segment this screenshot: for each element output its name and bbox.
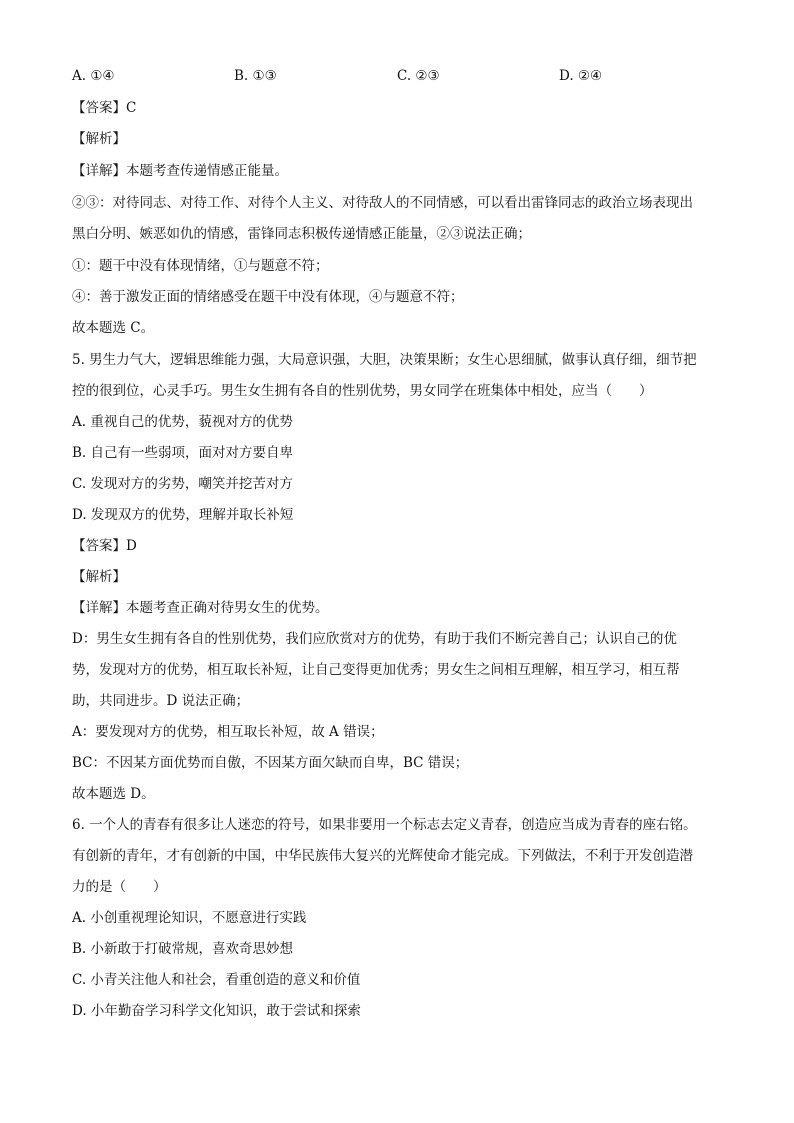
q5-option-a: A. 重视自己的优势，藐视对方的优势: [72, 414, 293, 430]
q6-stem-line: 力的是（ ）: [72, 879, 167, 895]
q5-explanation-line: A：要发现对方的优势，相互取长补短，故 A 错误；: [72, 724, 384, 740]
q5-option-c: C. 发现对方的劣势，嘲笑并挖苦对方: [72, 476, 293, 492]
q4-explanation-line: 【详解】本题考查传递情感正能量。: [72, 163, 288, 179]
q5-explanation-line: 助，共同进步。D 说法正确；: [72, 693, 250, 709]
q4-options-row: [72, 66, 732, 86]
q5-answer: 【答案】D: [72, 538, 137, 554]
q4-explanation-line: ④：善于激发正面的情绪感受在题干中没有体现，④与题意不符；: [72, 289, 464, 305]
q4-option-b: B. ①③: [234, 68, 277, 84]
q4-answer: 【答案】C: [72, 100, 137, 116]
q5-stem-line: 控的很到位，心灵手巧。男生女生拥有各自的性别优势，男女同学在班集体中相处，应当（ ）: [72, 383, 653, 399]
q6-option-b: B. 小新敢于打破常规，喜欢奇思妙想: [72, 941, 294, 957]
q5-conclusion: 故本题选 D。: [72, 786, 155, 802]
q5-stem-line: 5. 男生力气大，逻辑思维能力强，大局意识强，大胆，决策果断；女生心思细腻，做事认真仔细，细节把: [72, 352, 697, 368]
q6-option-d: D. 小年勤奋学习科学文化知识，敢于尝试和探索: [72, 1003, 361, 1019]
q5-option-d: D. 发现双方的优势，理解并取长补短: [72, 507, 294, 523]
q5-option-b: B. 自己有一些弱项，面对对方要自卑: [72, 445, 294, 461]
q4-explanation-line: ①：题干中没有体现情绪，①与题意不符；: [72, 258, 329, 274]
q5-explanation-line: D：男生女生拥有各自的性别优势，我们应欣赏对方的优势，有助于我们不断完善自己；认识自己的优: [72, 631, 677, 647]
q5-analysis-label: 【解析】: [72, 569, 126, 585]
q4-analysis-label: 【解析】: [72, 131, 126, 147]
q4-explanation-line: ②③：对待同志、对待工作、对待个人主义、对待敌人的不同情感，可以看出雷锋同志的政治立场表现出: [72, 195, 693, 211]
q6-stem-line: 有创新的青年，才有创新的中国，中华民族伟大复兴的光辉使命才能完成。下列做法，不利于开发创造潜: [72, 848, 693, 864]
q4-option-d: D. ②④: [559, 68, 603, 84]
q6-stem-line: 6. 一个人的青春有很多让人迷恋的符号，如果非要用一个标志去定义青春，创造应当成为青春的座右铭。: [72, 817, 697, 833]
q4-option-c: C. ②③: [397, 68, 440, 84]
q6-option-c: C. 小青关注他人和社会，看重创造的意义和价值: [72, 972, 361, 988]
q5-explanation-line: BC：不因某方面优势而自傲，不因某方面欠缺而自卑，BC 错误；: [72, 755, 469, 771]
q4-option-a: A. ①④: [72, 68, 115, 84]
q5-explanation-line: 【详解】本题考查正确对待男女生的优势。: [72, 600, 329, 616]
q4-explanation-line: 黑白分明、嫉恶如仇的情感，雷锋同志积极传递情感正能量，②③说法正确；: [72, 226, 531, 242]
q4-conclusion: 故本题选 C。: [72, 320, 155, 336]
q5-explanation-line: 势，发现对方的优势，相互取长补短，让自己变得更加优秀；男女生之间相互理解，相互学习，相互帮: [72, 662, 680, 678]
q6-option-a: A. 小创重视理论知识，不愿意进行实践: [72, 910, 307, 926]
